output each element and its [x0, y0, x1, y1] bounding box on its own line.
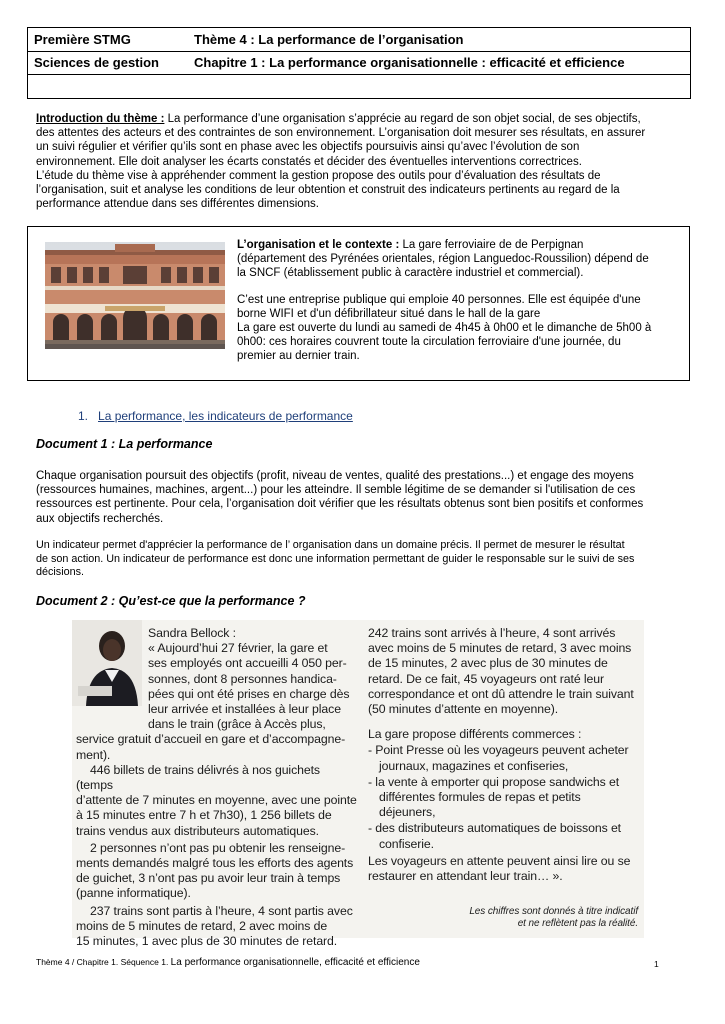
bullet-line: - des distributeurs automatiques de boissons et — [368, 821, 621, 836]
station-photo — [45, 242, 225, 349]
scan-line: (panne informatique). — [76, 886, 191, 901]
scan-line: Sandra Bellock : — [148, 626, 236, 640]
scan-line: ses employés ont accueilli 4 050 per- — [148, 656, 347, 671]
doc1-line: décisions. — [36, 566, 85, 578]
document-2-title: Document 2 : Qu’est-ce que la performance ? — [36, 594, 306, 608]
section-title: La performance, les indicateurs de performance — [98, 409, 353, 423]
context-line: borne WIFI et d'un défibrillateur situé dans le hall de la gare — [237, 307, 541, 320]
scan-line: (50 minutes d’attente en moyenne). — [368, 702, 559, 717]
context-line: la SNCF (établissement public à caractère industriel et commercial). — [237, 267, 584, 280]
scan-line: à 15 minutes entre 7 h et 7h30), 1 256 billets de — [76, 808, 332, 823]
scan-line: avec moins de 5 minutes de retard, 3 avec moins — [368, 641, 632, 656]
scan-line: 242 trains sont arrivés à l’heure, 4 sont arrivés — [368, 626, 616, 640]
context-line: La gare est ouverte du lundi au samedi de 4h45 à 0h00 et le dimanche de 5h00 à — [237, 322, 652, 335]
scan-line: ment). — [76, 747, 111, 762]
intro-line: l’organisation, suit et analyse les conditions de leur obtention et construit des indicateurs pertinents au regard de la — [36, 184, 620, 197]
bullet-item — [368, 743, 640, 773]
page-number: 1 — [654, 959, 659, 969]
context-line: 0h00: ces horaires couvrent toute la circulation ferroviaire d'une journée, du — [237, 336, 621, 349]
scan-line: « Aujourd’hui 27 février, la gare et — [148, 641, 328, 656]
intro-line: L’étude du thème vise à appréhender comment la gestion propose des outils pour d’évaluation des résultats de — [36, 169, 601, 182]
footer-title: La performance organisationnelle, efficacité et efficience — [170, 957, 420, 968]
context-text — [237, 238, 680, 364]
note-line: Les chiffres sont donnés à titre indicatif — [469, 906, 638, 917]
context-line: C’est une entreprise publique qui emploie 40 personnes. Elle est équipée d'une — [237, 293, 641, 306]
scanned-document — [72, 620, 644, 949]
footer-ref: Thème 4 / Chapitre 1. Séquence 1. — [36, 957, 171, 967]
bullet-line: différentes formules de repas et petits déjeuners, — [379, 790, 581, 820]
doc1-line: (ressources humaines, machines, argent...) pour les atteindre. Il semble légitime de se demander si l'utilisation de ces — [36, 484, 636, 497]
intro-line: La performance d’une organisation s’apprécie au regard de son objet social, de ses objectifs, — [164, 113, 641, 125]
bullet-line: journaux, magazines et confiseries, — [379, 758, 569, 773]
section-heading — [78, 409, 353, 423]
scan-line: de 15 minutes, 2 avec plus de 30 minutes de — [368, 656, 608, 671]
scan-line: retard. De ce fait, 45 voyageurs ont raté leur — [368, 671, 605, 686]
context-line: La gare ferroviaire de de Perpignan — [399, 239, 584, 251]
context-line: (département des Pyrénées orientales, région Languedoc-Roussilion) dépend de — [237, 253, 649, 266]
chapter-title: Chapitre 1 : La performance organisationnelle : efficacité et efficience — [194, 55, 625, 70]
station-building-image — [45, 242, 225, 349]
scan-line: 237 trains sont partis à l’heure, 4 sont partis avec — [90, 903, 353, 918]
class-level: Première STMG — [34, 32, 131, 47]
scan-line: d’attente de 7 minutes en moyenne, avec une pointe — [76, 793, 357, 808]
document-1-text — [36, 469, 686, 526]
doc1-line: ressources est pertinente. Pour cela, l’organisation doit vérifier que les résultats obtenus sont bien positifs et conformes — [36, 498, 644, 511]
scan-line: 446 billets de trains délivrés à nos guichets (temps — [76, 762, 320, 793]
intro-line: des attentes des acteurs et des contraintes de son environnement. L’organisation doit mesurer ses résultats, en assurer — [36, 127, 646, 140]
intro-paragraph — [36, 112, 686, 211]
header-table — [27, 27, 691, 99]
bullet-line: confiserie. — [379, 836, 434, 851]
document-1-title: Document 1 : La performance — [36, 437, 213, 451]
scan-line: de guichet, 3 n’ont pas pu avoir leur train à temps — [76, 871, 341, 886]
page-footer — [36, 957, 420, 968]
scan-line: sonnes, dont 8 personnes handica- — [148, 671, 337, 686]
header-row-2 — [28, 51, 690, 75]
context-label: L’organisation et le contexte : — [237, 239, 400, 251]
bullet-item — [368, 821, 640, 851]
intro-label: Introduction du thème : — [36, 113, 165, 125]
header-row-empty — [28, 74, 690, 98]
indicator-text — [36, 539, 686, 580]
scan-line: moins de 5 minutes de retard, 2 avec moins de — [76, 918, 328, 933]
intro-line: performance attendue dans ses différentes dimensions. — [36, 198, 319, 211]
scan-line: service gratuit d’accueil en gare et d’accompagne- — [76, 732, 346, 747]
scan-line: pées qui ont été prises en charge dès — [148, 686, 350, 701]
right-column — [368, 626, 640, 884]
doc1-line: Chaque organisation poursuit des objectifs (profit, niveau de ventes, qualité des prestations...) et engage des moyens — [36, 470, 634, 482]
doc1-line: aux objectifs recherchés. — [36, 512, 164, 525]
scan-line: ments demandés malgré tous les efforts des agents — [76, 856, 354, 871]
scan-line: 15 minutes, 1 avec plus de 30 minutes de retard. — [76, 934, 338, 949]
theme-title: Thème 4 : La performance de l’organisation — [194, 32, 464, 47]
doc1-line: de son action. Un indicateur de performance est donc une information permettant de guider le responsable sur le suivi de ses — [36, 552, 635, 565]
header-row-1 — [28, 28, 690, 52]
scan-line: restaurer en attendant leur train… ». — [368, 869, 563, 884]
scan-line: dans le train (grâce à Accès plus, — [148, 717, 326, 732]
left-column — [76, 626, 358, 949]
scan-line: Les voyageurs en attente peuvent ainsi lire ou se — [368, 853, 631, 868]
note-line: et ne reflètent pas la réalité. — [517, 918, 638, 929]
scan-line: 2 personnes n’ont pas pu obtenir les renseigne- — [90, 840, 346, 855]
disclaimer-note — [468, 906, 638, 930]
scan-line: trains vendus aux distributeurs automatiques. — [76, 823, 319, 838]
intro-line: environnement. Elle doit analyser les écarts constatés et décider des éventuelles interventions correctrices. — [36, 155, 582, 168]
section-number: 1. — [78, 409, 89, 423]
bullet-line: - Point Presse où les voyageurs peuvent acheter — [368, 743, 629, 758]
context-line: premier au dernier train. — [237, 350, 360, 363]
doc1-line: Un indicateur permet d'apprécier la performance de l’ organisation dans un domaine précis. Il permet de mesurer le résultat — [36, 539, 625, 551]
scan-line: leur arrivée et installées à leur place — [148, 702, 341, 717]
scan-line: La gare propose différents commerces : — [368, 727, 582, 742]
scan-line: correspondance et ont dû attendre le train suivant — [368, 686, 634, 701]
subject-name: Sciences de gestion — [34, 55, 159, 70]
intro-line: un suivi régulier et vérifier qu’ils sont en phase avec les objectifs poursuivis ainsi qu’avec l’évolution de son — [36, 141, 580, 154]
bullet-line: - la vente à emporter qui propose sandwichs et — [368, 774, 620, 789]
bullet-item — [368, 775, 640, 821]
